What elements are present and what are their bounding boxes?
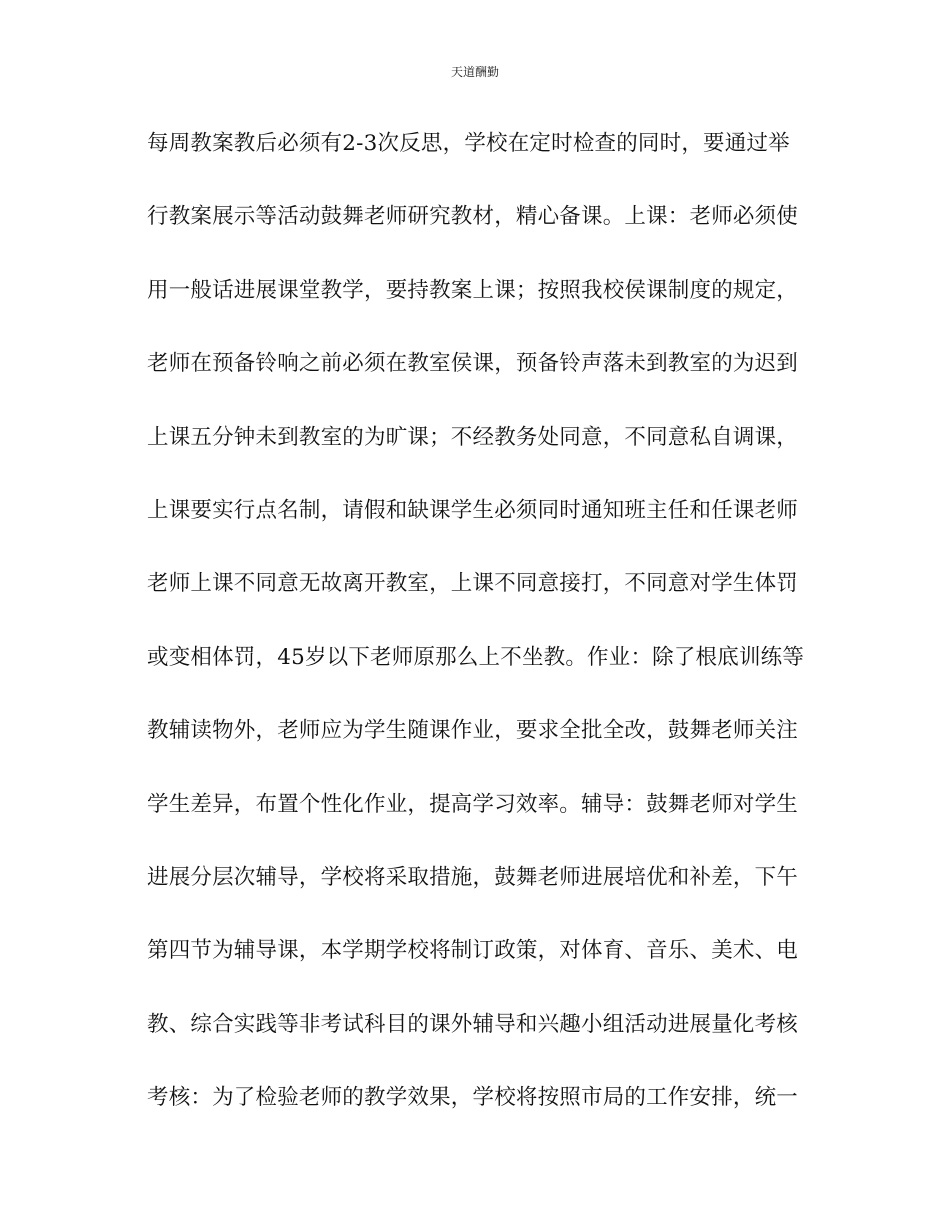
text-line: 行教案展示等活动鼓舞老师研究教材，精心备课。上课：老师必须使 <box>147 204 799 230</box>
body-text <box>147 121 817 1148</box>
text-line: 学生差异，布置个性化作业，提高学习效率。辅导：鼓舞老师对学生 <box>147 791 799 817</box>
page-header: 天道酬勤 <box>450 65 499 79</box>
text-line: 教、综合实践等非考试科目的课外辅导和兴趣小组活动进展量化考核 <box>147 1011 799 1037</box>
text-line: 第四节为辅导课，本学期学校将制订政策，对体育、音乐、美术、电 <box>147 938 799 964</box>
text-line: 或变相体罚，45岁以下老师原那么上不坐教。作业：除了根底训练等 <box>147 644 805 670</box>
text-line: 老师在预备铃响之前必须在教室侯课，预备铃声落未到教室的为迟到 <box>147 351 799 377</box>
text-line: 用一般话进展课堂教学，要持教案上课；按照我校侯课制度的规定， <box>147 277 799 303</box>
text-line: 老师上课不同意无故离开教室，上课不同意接打，不同意对学生体罚 <box>147 571 799 597</box>
text-line: 每周教案教后必须有2-3次反思，学校在定时检查的同时，要通过举 <box>147 131 790 156</box>
text-line: 上课五分钟未到教室的为旷课；不经教务处同意，不同意私自调课， <box>147 424 799 450</box>
text-line: 进展分层次辅导，学校将采取措施，鼓舞老师进展培优和补差，下午 <box>147 864 799 890</box>
text-line: 考核：为了检验老师的教学效果，学校将按照市局的工作安排，统一 <box>147 1085 799 1111</box>
text-line: 上课要实行点名制，请假和缺课学生必须同时通知班主任和任课老师 <box>147 497 799 523</box>
text-line: 教辅读物外，老师应为学生随课作业，要求全批全改，鼓舞老师关注 <box>147 718 799 744</box>
